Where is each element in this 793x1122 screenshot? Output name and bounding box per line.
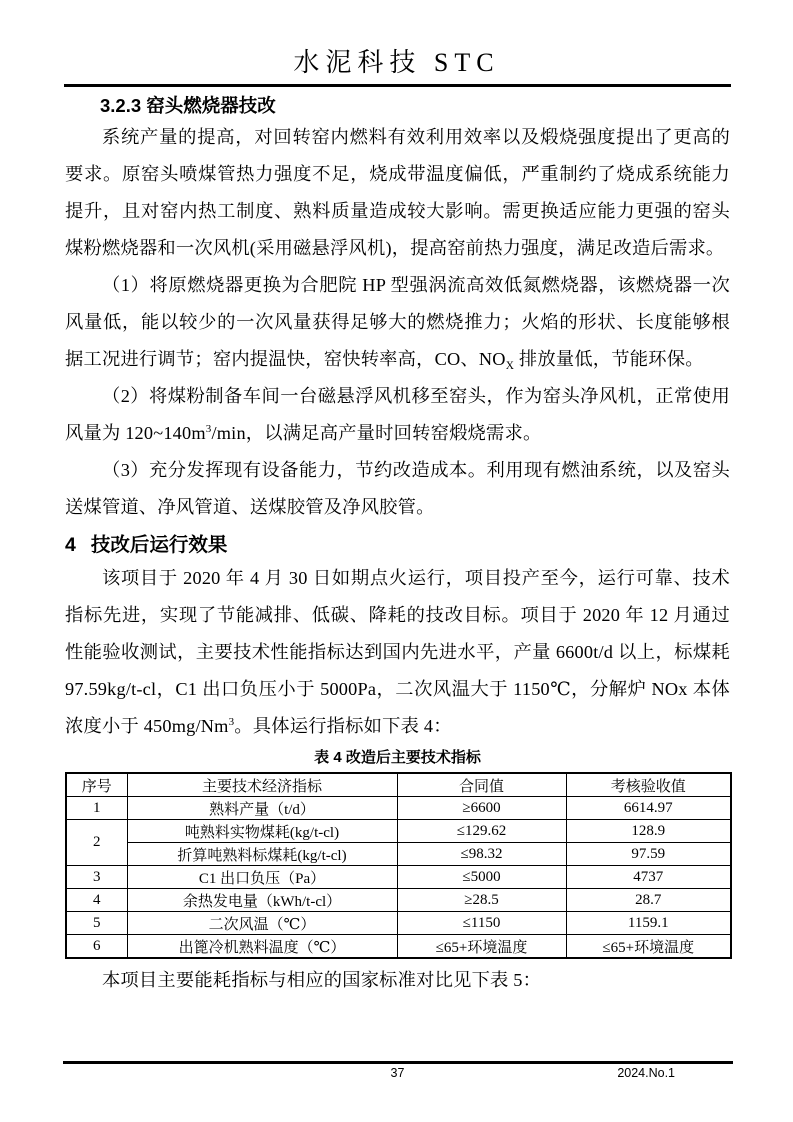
paragraph-closing: 本项目主要能耗指标与相应的国家标准对比见下表 5：: [101, 970, 542, 990]
table-row: [66, 866, 731, 889]
col-header-acceptance: 考核验收值: [566, 773, 731, 797]
col-header-indicator: 主要技术经济指标: [127, 773, 397, 797]
cell-contract: ≤98.32: [397, 843, 566, 866]
cell-contract: ≤65+环境温度: [397, 935, 566, 959]
cell-acceptance: 97.59: [566, 843, 731, 866]
col-header-contract: 合同值: [397, 773, 566, 797]
cell-acceptance: 6614.97: [566, 797, 731, 820]
paragraph-results: 该项目于 2020 年 4 月 30 日如期点火运行，项目投产至今，运行可靠、技术指标先进，实现了节能减排、低碳、降耗的技改目标。项目于 2020 年 12 月通过性能验收测试，主要技术性能指标达到国内先进水平，产量 6600t/d 以上，标煤耗 97.59kg/t-cl，C1 出口负压小于 5000Pa，二次风温大于 1150℃，分解炉 NOx 本体浓度小于 450mg/Nm$^3$。具体运行指标如下表 4：: [65, 568, 730, 736]
cell-no: 4: [66, 889, 127, 912]
section-title: 技改后运行效果: [90, 534, 228, 556]
cell-no: 3: [66, 866, 127, 889]
table-row: [66, 935, 731, 959]
footer-rule: [63, 1061, 733, 1064]
table-row: [66, 889, 731, 912]
cell-acceptance: 1159.1: [566, 912, 731, 935]
cell-acceptance: 28.7: [566, 889, 731, 912]
cell-indicator: 余热发电量（kWh/t-cl）: [127, 889, 397, 912]
cell-indicator: 折算吨熟料标煤耗(kg/t-cl): [127, 843, 397, 866]
document-body: [65, 88, 730, 999]
cell-no: 5: [66, 912, 127, 935]
cell-no: 6: [66, 935, 127, 959]
table-row: [66, 843, 731, 866]
cell-indicator: 吨熟料实物煤耗(kg/t-cl): [127, 820, 397, 843]
table-row: [66, 797, 731, 820]
paragraph-item-3: （3）充分发挥现有设备能力，节约改造成本。利用现有燃油系统，以及窑头送煤管道、净风管道、送煤胶管及净风胶管。: [65, 460, 730, 517]
cell-indicator: C1 出口负压（Pa）: [127, 866, 397, 889]
section-heading-323: 3.2.3 窑头燃烧器技改: [100, 95, 276, 116]
cell-contract: ≤129.62: [397, 820, 566, 843]
cell-contract: ≤5000: [397, 866, 566, 889]
table-row: [66, 820, 731, 843]
cell-acceptance: 128.9: [566, 820, 731, 843]
table-header-row: [66, 773, 731, 797]
header-rule: [64, 84, 731, 87]
section-heading-4: [65, 530, 730, 560]
page-footer: [65, 1066, 730, 1084]
cell-contract: ≤1150: [397, 912, 566, 935]
issue-label: 2024.No.1: [617, 1066, 675, 1080]
section-number: 4: [65, 534, 76, 556]
cell-no: 1: [66, 797, 127, 820]
cell-no: 2: [66, 820, 127, 866]
col-header-no: 序号: [66, 773, 127, 797]
paragraph-item-2: （2）将煤粉制备车间一台磁悬浮风机移至窑头，作为窑头净风机，正常使用风量为 $120\sim 140m^3/\min$，以满足高产量时回转窑煅烧需求。: [65, 386, 730, 443]
journal-title: 水泥科技 STC: [293, 48, 500, 77]
cell-contract: ≥28.5: [397, 889, 566, 912]
paragraph-item-1: （1）将原燃烧器更换为合肥院 HP 型强涡流高效低氮燃烧器，该燃烧器一次风量低，能以较少的一次风量获得足够大的燃烧推力；火焰的形状、长度能够根据工况进行调节；窑内提温快，窑快转率高，CO、$NO_X$ 排放量低，节能环保。: [65, 275, 730, 372]
cell-indicator: 熟料产量（t/d）: [127, 797, 397, 820]
table-row: [66, 912, 731, 935]
cell-indicator: 出篦冷机熟料温度（℃）: [127, 935, 397, 959]
table-caption: 表 4 改造后主要技术指标: [314, 749, 481, 766]
paragraph-intro: 系统产量的提高，对回转窑内燃料有效利用效率以及煅烧强度提出了更高的要求。原窑头喷煤管热力强度不足，烧成带温度偏低，严重制约了烧成系统能力提升，且对窑内热工制度、熟料质量造成较大影响。需更换适应能力更强的窑头煤粉燃烧器和一次风机(采用磁悬浮风机)，提高窑前热力强度，满足改造后需求。: [65, 127, 730, 258]
cell-acceptance: 4737: [566, 866, 731, 889]
page-number: 37: [390, 1066, 405, 1080]
tech-indicators-table: [65, 772, 732, 959]
cell-contract: ≥6600: [397, 797, 566, 820]
cell-acceptance: ≤65+环境温度: [566, 935, 731, 959]
cell-indicator: 二次风温（℃）: [127, 912, 397, 935]
